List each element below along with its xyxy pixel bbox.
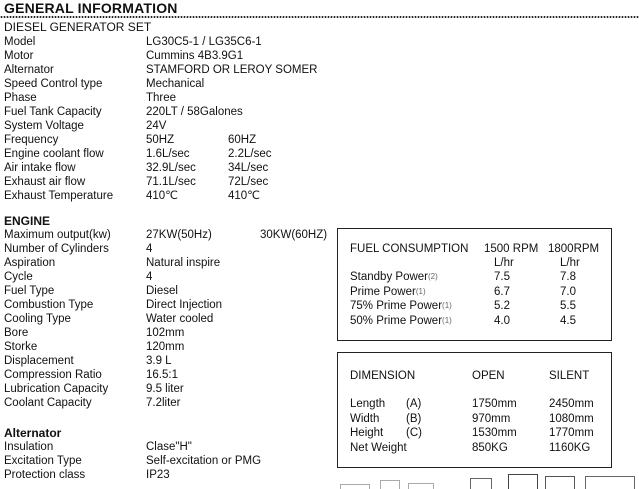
spec-label: Protection class xyxy=(4,469,86,481)
fuel-row-mark: (1) xyxy=(415,286,426,296)
spec-value: 1.6L/sec xyxy=(146,148,190,160)
fuel-heading: FUEL CONSUMPTION xyxy=(350,243,469,255)
drawing-fragment xyxy=(545,476,575,489)
drawing-fragment xyxy=(340,484,370,489)
spec-value-alt: 72L/sec xyxy=(228,176,269,188)
spec-row xyxy=(4,256,334,270)
spec-label: Coolant Capacity xyxy=(4,397,92,409)
spec-value: Three xyxy=(146,92,177,104)
fuel-value-1800: 7.8 xyxy=(560,271,576,283)
fuel-row-mark: (1) xyxy=(442,315,452,325)
spec-label: Fuel Tank Capacity xyxy=(4,106,102,118)
dimension-heading: DIMENSION xyxy=(350,370,416,382)
fuel-value-1500: 6.7 xyxy=(494,285,510,298)
fuel-value-1800: 7.0 xyxy=(560,285,576,298)
spec-label: Aspiration xyxy=(4,257,56,269)
spec-value-alt: 410℃ xyxy=(228,190,261,202)
spec-value: 4 xyxy=(146,271,153,283)
spec-label: Air intake flow xyxy=(4,162,76,174)
spec-label: Motor xyxy=(4,50,34,62)
spec-row xyxy=(4,77,334,91)
spec-row xyxy=(4,368,334,382)
dimension-value-open: 970mm xyxy=(472,412,511,425)
spec-label: Compression Ratio xyxy=(4,369,102,381)
spec-value: Cummins 4B3.9G1 xyxy=(146,50,244,62)
spec-row xyxy=(4,270,334,284)
drawing-fragment xyxy=(585,476,635,489)
dimension-row-label: Net Weight xyxy=(350,441,407,454)
spec-label: Alternator xyxy=(4,64,54,76)
spec-row xyxy=(4,454,334,468)
fuel-row-mark: (2) xyxy=(428,272,438,281)
fuel-unit-1: L/hr xyxy=(494,257,514,269)
spec-row xyxy=(4,340,334,354)
spec-value: IP23 xyxy=(146,469,170,481)
fuel-value-1500: 4.0 xyxy=(494,314,510,327)
spec-label: Insulation xyxy=(4,441,54,453)
fuel-row-label xyxy=(350,314,452,328)
dimension-row-label: Height xyxy=(350,427,384,439)
spec-label: Exhaust Temperature xyxy=(4,190,114,202)
spec-value: STAMFORD OR LEROY SOMER xyxy=(146,64,318,76)
spec-label: Combustion Type xyxy=(4,299,94,311)
fuel-row-label xyxy=(350,270,438,284)
spec-row xyxy=(4,35,334,49)
dimension-value-silent: 1080mm xyxy=(549,412,594,425)
spec-label: Frequency xyxy=(4,134,59,146)
drawing-fragment xyxy=(408,483,434,489)
dimension-col-silent: SILENT xyxy=(549,370,590,382)
fuel-row-name: 75% Prime Power xyxy=(350,300,443,312)
spec-value-alt: 34L/sec xyxy=(228,162,269,174)
spec-value: 7.2liter xyxy=(146,397,181,409)
spec-label: Model xyxy=(4,36,36,48)
spec-row xyxy=(4,161,334,175)
page-title: GENERAL INFORMATION xyxy=(4,0,178,16)
spec-value: 410℃ xyxy=(146,190,179,202)
spec-value: 220LT / 58Galones xyxy=(146,106,243,118)
dimension-value-silent: 1160KG xyxy=(549,441,591,454)
spec-value: 32.9L/sec xyxy=(146,162,196,174)
spec-value: Water cooled xyxy=(146,313,214,325)
dimension-row-label: Length xyxy=(350,398,386,410)
spec-label: Engine coolant flow xyxy=(4,148,104,160)
dimension-row-code: (A) xyxy=(406,398,422,410)
spec-row xyxy=(4,133,334,147)
spec-label: Cooling Type xyxy=(4,313,71,325)
spec-value-alt: 2.2L/sec xyxy=(228,148,272,160)
dotted-divider xyxy=(0,16,639,18)
spec-row xyxy=(4,147,334,161)
spec-row xyxy=(4,396,334,410)
fuel-unit-2: L/hr xyxy=(560,257,580,269)
spec-row xyxy=(4,468,334,482)
dimension-value-open: 850KG xyxy=(472,441,508,454)
fuel-value-1500: 5.2 xyxy=(494,300,510,312)
spec-row xyxy=(4,63,334,77)
dimension-row-code: (C) xyxy=(406,427,422,439)
spec-value: 27KW(50Hz) xyxy=(146,229,212,241)
dimension-row-code: (B) xyxy=(406,412,422,425)
spec-label: Number of Cylinders xyxy=(4,243,109,255)
spec-row xyxy=(4,175,334,189)
spec-row xyxy=(4,189,334,203)
dimension-col-open: OPEN xyxy=(472,370,505,382)
spec-value: Self-excitation or PMG xyxy=(146,455,262,467)
spec-row xyxy=(4,312,334,326)
spec-label: Exhaust air flow xyxy=(4,176,86,188)
engine-heading: ENGINE xyxy=(4,214,51,228)
spec-label: Fuel Type xyxy=(4,285,55,297)
spec-value: 16.5:1 xyxy=(146,369,178,381)
spec-value-alt: 60HZ xyxy=(228,134,257,146)
spec-row xyxy=(4,298,334,312)
fuel-value-1800: 4.5 xyxy=(560,314,576,327)
drawing-fragment xyxy=(380,480,400,489)
dimension-table xyxy=(337,352,612,468)
spec-row xyxy=(4,105,334,119)
spec-value: 3.9 L xyxy=(146,355,172,367)
fuel-row-name: Standby Power xyxy=(350,271,428,283)
spec-label: Displacement xyxy=(4,355,74,367)
spec-value: LG30C5-1 / LG35C6-1 xyxy=(146,36,262,48)
spec-value: 120mm xyxy=(146,341,185,353)
drawing-fragment xyxy=(508,474,538,489)
alternator-heading: Alternator xyxy=(4,426,62,440)
spec-row xyxy=(4,49,334,63)
dimension-value-silent: 2450mm xyxy=(549,398,594,410)
spec-value: Diesel xyxy=(146,285,178,297)
spec-label: Maximum output(kw) xyxy=(4,229,111,241)
spec-label: Storke xyxy=(4,341,38,353)
spec-value-alt: 30KW(60HZ) xyxy=(260,229,328,241)
fuel-row-label xyxy=(350,299,452,313)
dimension-row-label: Width xyxy=(350,412,380,425)
spec-row xyxy=(4,440,334,454)
spec-value: 102mm xyxy=(146,327,185,339)
spec-row xyxy=(4,119,334,133)
spec-label: System Voltage xyxy=(4,120,84,132)
spec-value: Natural inspire xyxy=(146,257,221,269)
spec-label: Speed Control type xyxy=(4,78,103,90)
fuel-col-1500rpm: 1500 RPM xyxy=(484,243,539,255)
fuel-value-1800: 5.5 xyxy=(560,300,576,312)
drawing-fragment xyxy=(470,478,492,489)
spec-label: Cycle xyxy=(4,271,33,283)
spec-label: Lubrication Capacity xyxy=(4,383,109,395)
spec-row xyxy=(4,284,334,298)
fuel-row-name: Prime Power xyxy=(350,285,416,298)
fuel-row-name: 50% Prime Power xyxy=(350,314,443,327)
spec-value: Clase"H" xyxy=(146,441,192,453)
spec-row xyxy=(4,242,334,256)
spec-value: 9.5 liter xyxy=(146,383,184,395)
dimension-value-open: 1530mm xyxy=(472,427,517,439)
spec-label: Bore xyxy=(4,327,29,339)
fuel-col-1800rpm: 1800RPM xyxy=(548,243,600,255)
spec-row xyxy=(4,228,334,242)
generator-set-subtitle: DIESEL GENERATOR SET xyxy=(4,20,152,34)
dimension-value-silent: 1770mm xyxy=(549,427,594,439)
spec-value: 50HZ xyxy=(146,134,175,146)
spec-row xyxy=(4,354,334,368)
spec-label: Phase xyxy=(4,92,37,104)
spec-value: 4 xyxy=(146,243,153,255)
fuel-row-label xyxy=(350,285,426,299)
dimension-value-open: 1750mm xyxy=(472,398,517,410)
spec-row xyxy=(4,91,334,105)
fuel-row-mark: (1) xyxy=(442,301,452,310)
fuel-value-1500: 7.5 xyxy=(494,271,510,283)
spec-row xyxy=(4,326,334,340)
spec-value: Mechanical xyxy=(146,78,205,90)
spec-label: Excitation Type xyxy=(4,455,82,467)
spec-row xyxy=(4,382,334,396)
spec-value: Direct Injection xyxy=(146,299,223,311)
spec-value: 71.1L/sec xyxy=(146,176,196,188)
spec-value: 24V xyxy=(146,120,167,132)
fuel-consumption-table xyxy=(337,228,612,341)
